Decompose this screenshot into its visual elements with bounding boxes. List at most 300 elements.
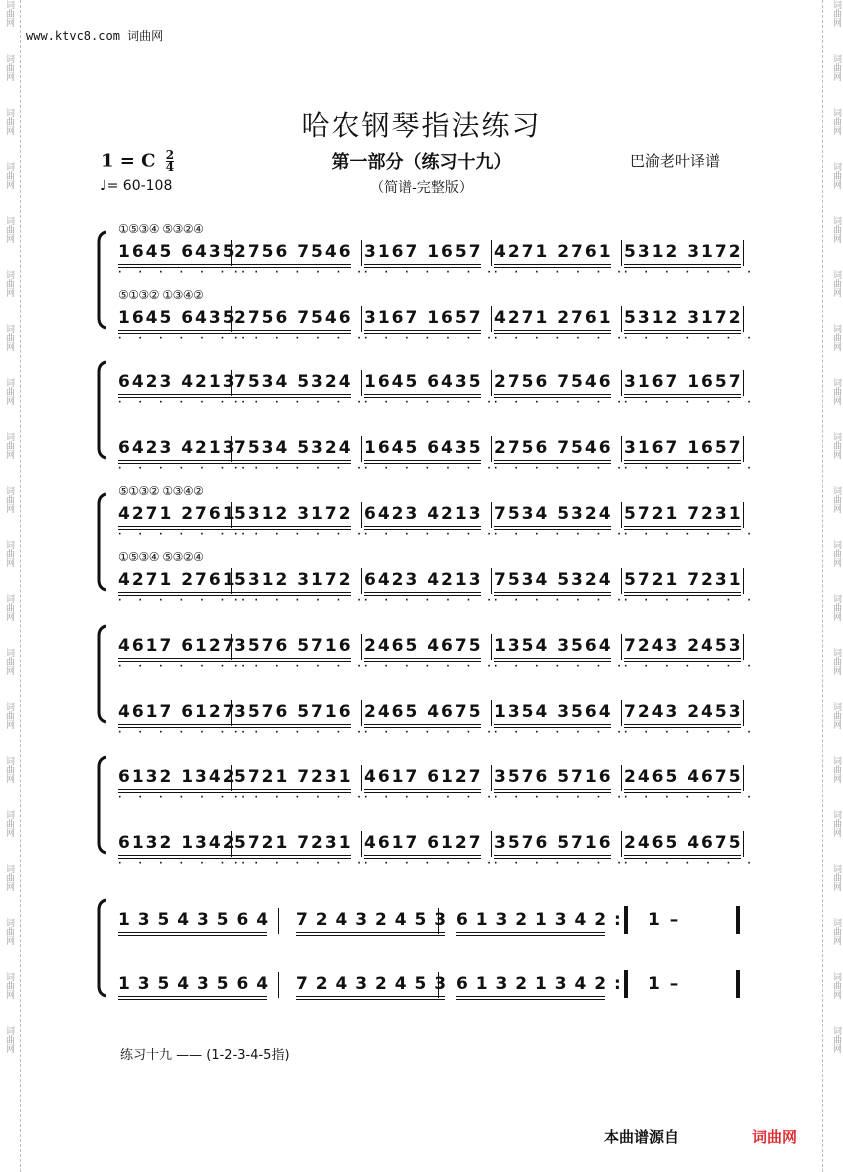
- upper-staff: [118, 910, 758, 950]
- watermark-text: 词曲网: [4, 540, 14, 567]
- octave-dots: · · · · · · ·: [624, 859, 758, 869]
- measure-notes: 6 1 3 2 1 3 4 2: [456, 974, 608, 994]
- measure: [364, 308, 498, 344]
- watermark-text: 词曲网: [831, 756, 841, 783]
- upper-staff: [118, 372, 758, 412]
- octave-dots: · · · · · · ·: [364, 464, 498, 474]
- beam-line: [494, 592, 611, 593]
- measure-notes: 4617 6127: [118, 636, 237, 656]
- watermark-text: 词曲网: [831, 324, 841, 351]
- measure: [234, 372, 368, 408]
- measure: [296, 910, 447, 930]
- barline: [621, 765, 622, 791]
- watermark-text: 词曲网: [831, 540, 841, 567]
- beam-line: [296, 996, 445, 997]
- measure-notes: 5721 7231: [624, 504, 743, 524]
- beam-line: [118, 330, 235, 331]
- beam-line: [118, 996, 267, 997]
- measure: [364, 702, 498, 738]
- beam-line: [364, 330, 481, 331]
- measure-notes: 7534 5324: [494, 570, 613, 590]
- octave-dots: · · · · · · ·: [234, 334, 368, 344]
- beam-line: [624, 724, 741, 725]
- beam-line: [624, 394, 741, 395]
- measure: [234, 833, 368, 869]
- barline: [438, 972, 439, 998]
- beam-line: [624, 592, 741, 593]
- measure: [234, 438, 368, 474]
- beam-line: [494, 658, 611, 659]
- watermark-text: 词曲网: [4, 594, 14, 621]
- measure-notes: 7243 2453: [624, 636, 743, 656]
- barline: [491, 370, 492, 396]
- lower-staff: [118, 974, 758, 1014]
- measure: [624, 438, 758, 474]
- barline: [231, 700, 232, 726]
- measure-notes: 3167 1657: [364, 242, 483, 262]
- measure: [494, 767, 628, 803]
- measure-notes: 7243 2453: [624, 702, 743, 722]
- beam-line: [118, 592, 235, 593]
- watermark-text: 词曲网: [4, 0, 14, 27]
- measure-notes: 3576 5716: [494, 833, 613, 853]
- measure-notes: 7534 5324: [494, 504, 613, 524]
- score-system: [96, 360, 758, 474]
- measure-notes: 2465 4675: [364, 702, 483, 722]
- octave-dots: · · · · · · ·: [624, 464, 758, 474]
- measure-notes: 7534 5324: [234, 438, 353, 458]
- octave-dots: · · · · · · ·: [234, 596, 368, 606]
- octave-dots: · · · · · · ·: [364, 530, 498, 540]
- octave-dots: · · · · · · ·: [364, 268, 498, 278]
- measure-notes: 2465 4675: [364, 636, 483, 656]
- measure: [118, 767, 252, 803]
- barline: [491, 831, 492, 857]
- beam-line: [364, 855, 481, 856]
- octave-dots: · · · · · · ·: [624, 530, 758, 540]
- beam-line: [234, 592, 351, 593]
- beam-line: [118, 932, 267, 933]
- measure-notes: 2465 4675: [624, 833, 743, 853]
- watermark-text: 词曲网: [831, 594, 841, 621]
- watermark-text: 词曲网: [4, 108, 14, 135]
- upper-staff: [118, 222, 758, 282]
- measure-notes: 1645 6435: [118, 242, 237, 262]
- barline: [231, 765, 232, 791]
- measure-notes: 3167 1657: [624, 372, 743, 392]
- measure-notes: 5721 7231: [624, 570, 743, 590]
- watermark-text: 词曲网: [831, 162, 841, 189]
- octave-dots: · · · · · · ·: [364, 596, 498, 606]
- barline: [491, 765, 492, 791]
- upper-staff: [118, 484, 758, 544]
- octave-dots: · · · · · · ·: [624, 662, 758, 672]
- measure: [624, 242, 758, 278]
- octave-dots: · · · · · · ·: [494, 268, 628, 278]
- octave-dots: · · · · · · ·: [624, 596, 758, 606]
- tempo-marking: ♩= 60-108: [100, 178, 173, 194]
- measure-notes: 1 3 5 4 3 5 6 4: [118, 910, 270, 930]
- measure-notes: 4271 2761: [118, 504, 237, 524]
- measure-notes: 2756 7546: [234, 308, 353, 328]
- measure-notes: 6423 4213: [118, 438, 237, 458]
- octave-dots: · · · · · · ·: [118, 530, 252, 540]
- octave-dots: · · · · · · ·: [364, 859, 498, 869]
- score-system: [96, 484, 758, 606]
- measure: [118, 636, 252, 672]
- barline: [278, 972, 279, 998]
- octave-dots: · · · · · · ·: [234, 662, 368, 672]
- barline: [621, 634, 622, 660]
- repeat-sign: :: [614, 910, 621, 930]
- lower-staff: [118, 702, 758, 742]
- barline: [491, 700, 492, 726]
- watermark-text: 词曲网: [4, 702, 14, 729]
- octave-dots: · · · · · · ·: [234, 793, 368, 803]
- watermark-text: 词曲网: [831, 972, 841, 999]
- barline: [231, 502, 232, 528]
- measure-notes: 2756 7546: [234, 242, 353, 262]
- octave-dots: · · · · · · ·: [494, 334, 628, 344]
- measure: [624, 702, 758, 738]
- beam-line: [234, 264, 351, 265]
- beam-line: [118, 460, 235, 461]
- ending-notes: 1 –: [648, 974, 681, 994]
- measure-notes: 4271 2761: [494, 242, 613, 262]
- octave-dots: · · · · · · ·: [624, 728, 758, 738]
- octave-dots: · · · · · · ·: [118, 334, 252, 344]
- measure: [624, 570, 758, 606]
- beam-line: [364, 526, 481, 527]
- octave-dots: · · · · · · ·: [494, 530, 628, 540]
- barline: [491, 436, 492, 462]
- watermark-text: 词曲网: [831, 432, 841, 459]
- measure: [118, 974, 269, 994]
- key-label: 1 = C: [101, 150, 156, 172]
- measure: [234, 702, 368, 738]
- barline: [231, 831, 232, 857]
- barline: [361, 765, 362, 791]
- barline: [743, 502, 744, 528]
- beam-line: [234, 658, 351, 659]
- beam-line: [494, 264, 611, 265]
- measure-notes: 2756 7546: [494, 438, 613, 458]
- measure: [494, 636, 628, 672]
- measure: [364, 570, 498, 606]
- measure-notes: 5721 7231: [234, 833, 353, 853]
- beam-line: [118, 789, 235, 790]
- octave-dots: · · · · · · ·: [234, 859, 368, 869]
- octave-dots: · · · · · · ·: [118, 596, 252, 606]
- beam-line: [494, 789, 611, 790]
- beam-line: [118, 724, 235, 725]
- watermark-text: 词曲网: [831, 702, 841, 729]
- measure: [364, 636, 498, 672]
- measure-notes: 6423 4213: [118, 372, 237, 392]
- watermark-text: 词曲网: [831, 918, 841, 945]
- octave-dots: · · · · · · ·: [494, 596, 628, 606]
- watermark-text: 词曲网: [831, 1026, 841, 1053]
- octave-dots: · · · · · · ·: [364, 662, 498, 672]
- right-border-line: [822, 0, 823, 1172]
- measure: [118, 833, 252, 869]
- repeat-barline: [624, 970, 628, 998]
- barline: [743, 700, 744, 726]
- octave-dots: · · · · · · ·: [364, 398, 498, 408]
- barline: [743, 306, 744, 332]
- watermark-text: 词曲网: [4, 972, 14, 999]
- octave-dots: · · · · · · ·: [494, 728, 628, 738]
- barline: [361, 436, 362, 462]
- octave-dots: · · · · · · ·: [624, 268, 758, 278]
- measure: [118, 438, 252, 474]
- measure-notes: 4271 2761: [118, 570, 237, 590]
- measure: [234, 504, 368, 540]
- measure-notes: 3167 1657: [624, 438, 743, 458]
- measure: [494, 438, 628, 474]
- measure-notes: 6423 4213: [364, 504, 483, 524]
- measure: [494, 372, 628, 408]
- octave-dots: · · · · · · ·: [118, 662, 252, 672]
- measure-notes: 5312 3172: [234, 504, 353, 524]
- beam-line: [234, 330, 351, 331]
- measure: [234, 242, 368, 278]
- watermark-text: 词曲网: [4, 270, 14, 297]
- beam-line: [118, 999, 267, 1000]
- measure-notes: 6132 1342: [118, 833, 237, 853]
- barline: [621, 568, 622, 594]
- measure: [234, 570, 368, 606]
- repeat-sign: :: [614, 974, 621, 994]
- watermark-text: 词曲网: [4, 216, 14, 243]
- measure: [494, 308, 628, 344]
- barline: [361, 370, 362, 396]
- octave-dots: · · · · · · ·: [118, 859, 252, 869]
- beam-line: [624, 526, 741, 527]
- measure-notes: 4271 2761: [494, 308, 613, 328]
- beam-line: [234, 460, 351, 461]
- beam-line: [118, 264, 235, 265]
- barline: [231, 436, 232, 462]
- lower-staff: [118, 550, 758, 610]
- measure-notes: 4617 6127: [118, 702, 237, 722]
- measure: [364, 504, 498, 540]
- watermark-text: 词曲网: [831, 648, 841, 675]
- watermark-text: 词曲网: [831, 0, 841, 27]
- measure: [234, 308, 368, 344]
- system-bracket: [96, 624, 106, 724]
- beam-line: [494, 394, 611, 395]
- measure-notes: 1 3 5 4 3 5 6 4: [118, 974, 270, 994]
- measure: [494, 242, 628, 278]
- beam-line: [494, 330, 611, 331]
- watermark-text: 词曲网: [831, 54, 841, 81]
- measure: [364, 767, 498, 803]
- measure-notes: 5721 7231: [234, 767, 353, 787]
- measure: [364, 242, 498, 278]
- measure: [624, 833, 758, 869]
- measure-notes: 4617 6127: [364, 833, 483, 853]
- watermark-text: 词曲网: [4, 162, 14, 189]
- octave-dots: · · · · · · ·: [118, 464, 252, 474]
- barline: [621, 436, 622, 462]
- watermark-text: 词曲网: [4, 378, 14, 405]
- fingering-marks: ①⑤③④ ⑤③②④: [118, 550, 204, 564]
- beam-line: [118, 526, 235, 527]
- system-bracket: [96, 230, 106, 330]
- arranger-credit: 巴渝老叶译谱: [630, 152, 721, 170]
- barline: [621, 831, 622, 857]
- watermark-text: 词曲网: [4, 648, 14, 675]
- octave-dots: · · · · · · ·: [234, 728, 368, 738]
- measure-notes: 6423 4213: [364, 570, 483, 590]
- beam-line: [234, 394, 351, 395]
- octave-dots: · · · · · · ·: [364, 793, 498, 803]
- beam-line: [118, 855, 235, 856]
- measure-notes: 2756 7546: [494, 372, 613, 392]
- octave-dots: · · · · · · ·: [624, 398, 758, 408]
- beam-line: [364, 264, 481, 265]
- measure-notes: 3576 5716: [234, 636, 353, 656]
- measure: [624, 504, 758, 540]
- barline: [491, 502, 492, 528]
- barline: [621, 306, 622, 332]
- barline: [361, 831, 362, 857]
- measure: [118, 504, 252, 540]
- beam-line: [456, 935, 605, 936]
- measure: [494, 570, 628, 606]
- barline: [743, 436, 744, 462]
- beam-line: [624, 658, 741, 659]
- watermark-text: 词曲网: [831, 864, 841, 891]
- watermark-text: 词曲网: [831, 378, 841, 405]
- beam-line: [296, 999, 445, 1000]
- site-url[interactable]: www.ktvc8.com 词曲网: [26, 29, 164, 43]
- beam-line: [296, 932, 445, 933]
- edition-note: （简谱-完整版）: [370, 180, 473, 196]
- watermark-text: 词曲网: [4, 810, 14, 837]
- beam-line: [118, 658, 235, 659]
- barline: [621, 502, 622, 528]
- barline: [231, 306, 232, 332]
- upper-staff: [118, 767, 758, 807]
- octave-dots: · · · · · · ·: [494, 464, 628, 474]
- beam-line: [234, 724, 351, 725]
- measure: [118, 242, 252, 278]
- score-system: [96, 222, 758, 344]
- beam-line: [118, 394, 235, 395]
- measure-notes: 7 2 4 3 2 4 5 3: [296, 910, 448, 930]
- measure: [624, 636, 758, 672]
- beam-line: [624, 460, 741, 461]
- exercise-note: 练习十九 —— (1-2-3-4-5指): [120, 1048, 290, 1063]
- barline: [491, 634, 492, 660]
- beam-line: [456, 932, 605, 933]
- octave-dots: · · · · · · ·: [234, 268, 368, 278]
- measure-notes: 1354 3564: [494, 636, 613, 656]
- measure-notes: 6132 1342: [118, 767, 237, 787]
- barline: [621, 240, 622, 266]
- watermark-text: 词曲网: [831, 216, 841, 243]
- beam-line: [234, 526, 351, 527]
- measure: [296, 974, 447, 994]
- beam-line: [364, 658, 481, 659]
- watermark-text: 词曲网: [4, 918, 14, 945]
- measure: [364, 372, 498, 408]
- octave-dots: · · · · · · ·: [494, 398, 628, 408]
- barline: [438, 908, 439, 934]
- measure: [456, 974, 607, 994]
- barline: [231, 370, 232, 396]
- octave-dots: · · · · · · ·: [118, 398, 252, 408]
- measure-notes: 4617 6127: [364, 767, 483, 787]
- left-border-line: [20, 0, 21, 1172]
- watermark-text: 词曲网: [4, 324, 14, 351]
- octave-dots: · · · · · · ·: [118, 268, 252, 278]
- watermark-text: 词曲网: [831, 810, 841, 837]
- measure: [118, 372, 252, 408]
- measure-notes: 3576 5716: [234, 702, 353, 722]
- measure: [624, 308, 758, 344]
- final-barline: [736, 906, 740, 934]
- barline: [361, 240, 362, 266]
- watermark-text: 词曲网: [4, 486, 14, 513]
- octave-dots: · · · · · · ·: [234, 398, 368, 408]
- beam-line: [494, 855, 611, 856]
- measure: [234, 767, 368, 803]
- beam-line: [624, 789, 741, 790]
- system-bracket: [96, 360, 106, 460]
- fingering-marks: ①⑤③④ ⑤③②④: [118, 222, 204, 236]
- measure: [624, 372, 758, 408]
- measure: [364, 833, 498, 869]
- measure: [494, 833, 628, 869]
- measure-notes: 1645 6435: [364, 372, 483, 392]
- barline: [361, 568, 362, 594]
- beam-line: [364, 592, 481, 593]
- watermark-text: 词曲网: [4, 864, 14, 891]
- barline: [743, 370, 744, 396]
- source-label: 本曲谱源自: [604, 1128, 680, 1146]
- beam-line: [624, 264, 741, 265]
- lower-staff: [118, 833, 758, 873]
- page-title: 哈农钢琴指法练习: [301, 109, 542, 142]
- beam-line: [364, 394, 481, 395]
- measure: [494, 702, 628, 738]
- barline: [621, 700, 622, 726]
- barline: [621, 370, 622, 396]
- time-sig-numerator: 2: [165, 148, 175, 162]
- beam-line: [118, 935, 267, 936]
- octave-dots: · · · · · · ·: [118, 728, 252, 738]
- brand-logo[interactable]: 词曲网: [752, 1128, 798, 1146]
- measure: [118, 570, 252, 606]
- barline: [743, 765, 744, 791]
- beam-line: [364, 724, 481, 725]
- measure-notes: 5312 3172: [624, 242, 743, 262]
- measure-notes: 1354 3564: [494, 702, 613, 722]
- upper-staff: [118, 636, 758, 676]
- time-sig-denominator: 4: [165, 160, 175, 174]
- beam-line: [296, 935, 445, 936]
- barline: [491, 240, 492, 266]
- measure: [118, 910, 269, 930]
- octave-dots: · · · · · · ·: [624, 793, 758, 803]
- octave-dots: · · · · · · ·: [234, 464, 368, 474]
- measure: [234, 636, 368, 672]
- measure-notes: 2465 4675: [624, 767, 743, 787]
- barline: [743, 568, 744, 594]
